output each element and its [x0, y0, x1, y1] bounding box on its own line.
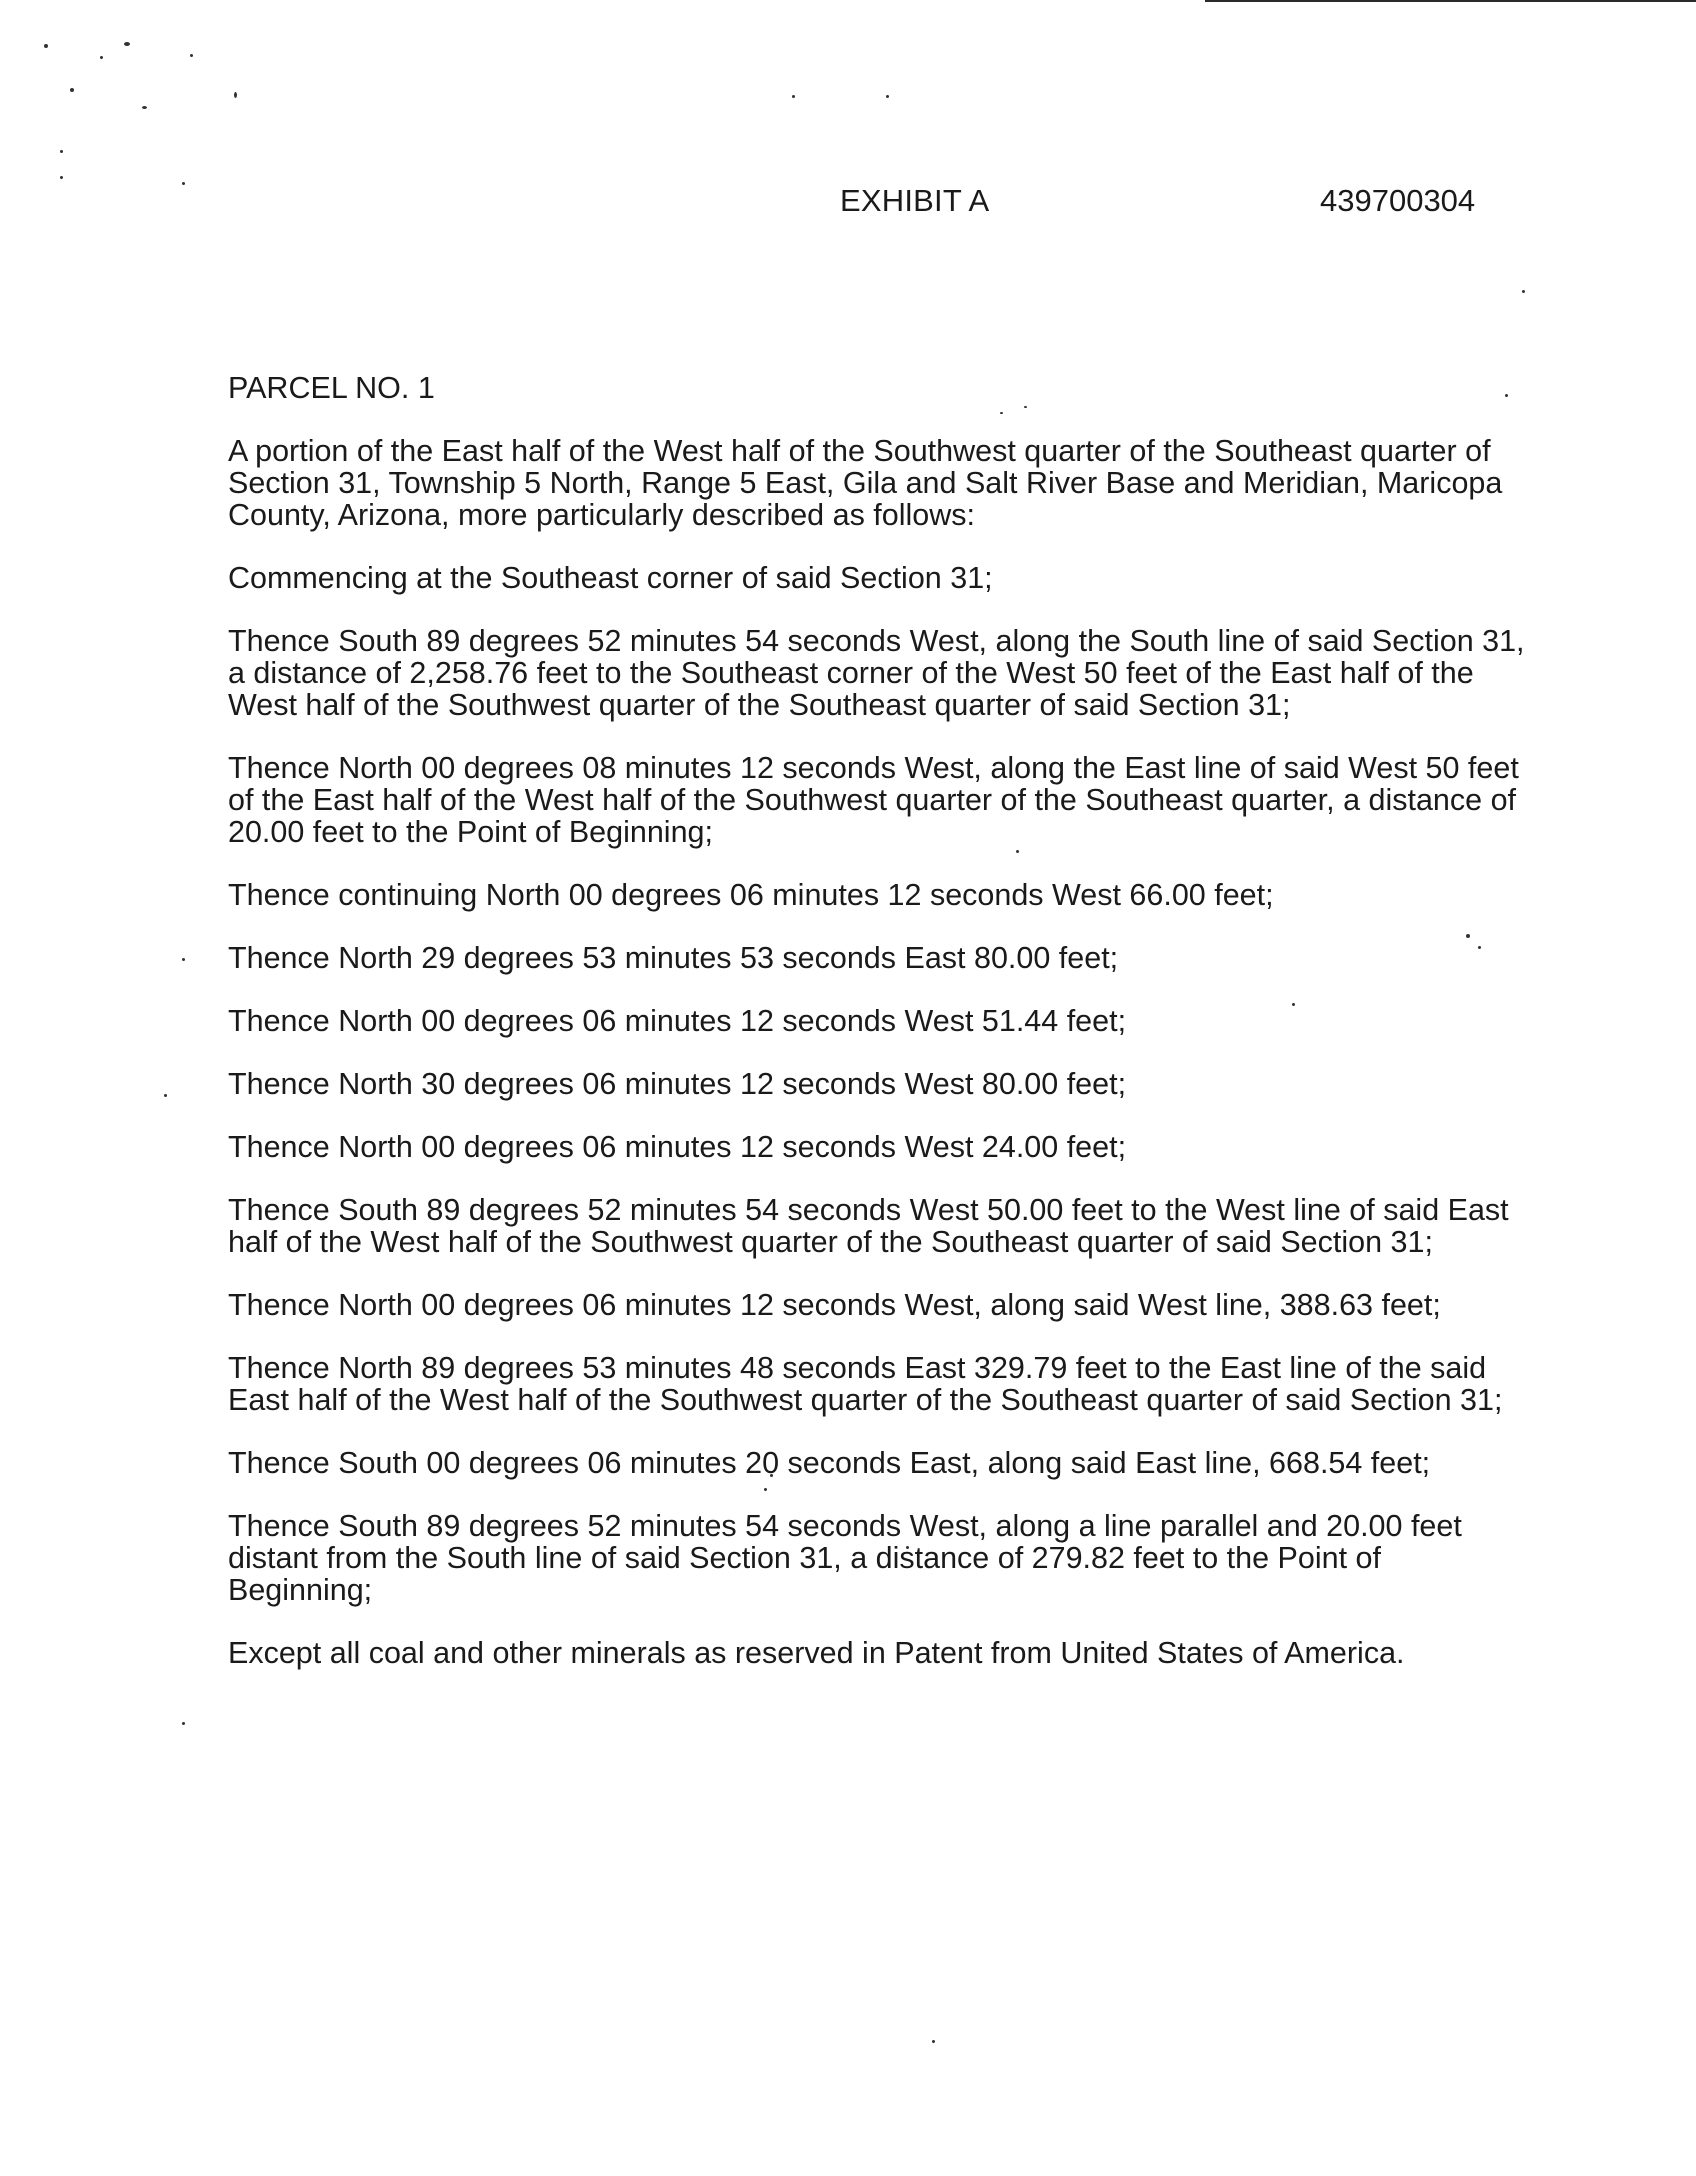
description-paragraph: Thence North 00 degrees 06 minutes 12 seconds West, along said West line, 388.63 feet;	[228, 1288, 1441, 1322]
description-paragraph: Thence South 89 degrees 52 minutes 54 seconds West 50.00 feet to the West line of said East half of the West half of the Southwest quarter of the Southeast quarter of said Section 31;	[228, 1193, 1509, 1259]
scan-speck	[234, 92, 237, 98]
description-paragraph: Except all coal and other minerals as reserved in Patent from United States of America.	[228, 1636, 1405, 1670]
scan-speck	[60, 150, 63, 153]
scan-speck	[1522, 290, 1525, 293]
scan-speck	[792, 95, 795, 98]
scan-speck	[182, 182, 185, 185]
legal-description	[228, 372, 1528, 1700]
scan-speck	[182, 1722, 185, 1725]
scan-edge-line	[1205, 0, 1696, 2]
scan-speck	[932, 2040, 935, 2043]
description-paragraph: Thence South 89 degrees 52 minutes 54 seconds West, along a line parallel and 20.00 feet distant from the South line of said Section 31, a distance of 279.82 feet to the Point of Beginning;	[228, 1509, 1462, 1607]
description-paragraph: Thence North 89 degrees 53 minutes 48 seconds East 329.79 feet to the East line of the said East half of the West half of the Southwest quarter of the Southeast quarter of said Section 31;	[228, 1351, 1503, 1417]
description-paragraph: A portion of the East half of the West half of the Southwest quarter of the Southeast quarter of Section 31, Township 5 North, Range 5 East, Gila and Salt River Base and Meridian, Maricopa County, Arizona, more particularly described as follows:	[228, 434, 1503, 532]
scan-speck	[164, 1094, 167, 1097]
parcel-heading: PARCEL NO. 1	[228, 371, 435, 405]
scan-speck	[124, 42, 130, 46]
scan-speck	[60, 176, 63, 179]
description-paragraph: Thence North 29 degrees 53 minutes 53 seconds East 80.00 feet;	[228, 941, 1119, 975]
document-number: 439700304	[1320, 183, 1476, 218]
scan-speck	[182, 958, 185, 961]
description-paragraph: Thence North 00 degrees 06 minutes 12 seconds West 24.00 feet;	[228, 1130, 1127, 1164]
scan-speck	[190, 54, 193, 57]
scan-speck	[100, 56, 103, 59]
scan-speck	[886, 95, 889, 98]
description-paragraph: Thence North 00 degrees 06 minutes 12 seconds West 51.44 feet;	[228, 1004, 1127, 1038]
description-paragraph: Thence North 00 degrees 08 minutes 12 seconds West, along the East line of said West 50 feet of the East half of the West half of the Southwest quarter of the Southeast quarter, a distance of 20.00 feet to the Point of Beginning;	[228, 751, 1519, 849]
scan-speck	[70, 88, 74, 92]
scan-speck	[142, 106, 147, 109]
description-paragraph: Commencing at the Southeast corner of said Section 31;	[228, 561, 993, 595]
description-paragraph: Thence North 30 degrees 06 minutes 12 seconds West 80.00 feet;	[228, 1067, 1127, 1101]
description-paragraph: Thence South 89 degrees 52 minutes 54 seconds West, along the South line of said Section 31, a distance of 2,258.76 feet to the Southeast corner of the West 50 feet of the East half of the West half of the Southwest quarter of the Southeast quarter of said Section 31;	[228, 624, 1525, 722]
description-paragraph: Thence South 00 degrees 06 minutes 20 seconds East, along said East line, 668.54 feet;	[228, 1446, 1431, 1480]
exhibit-title: EXHIBIT A	[840, 183, 990, 218]
description-paragraph: Thence continuing North 00 degrees 06 minutes 12 seconds West 66.00 feet;	[228, 878, 1274, 912]
scan-speck	[44, 44, 48, 48]
